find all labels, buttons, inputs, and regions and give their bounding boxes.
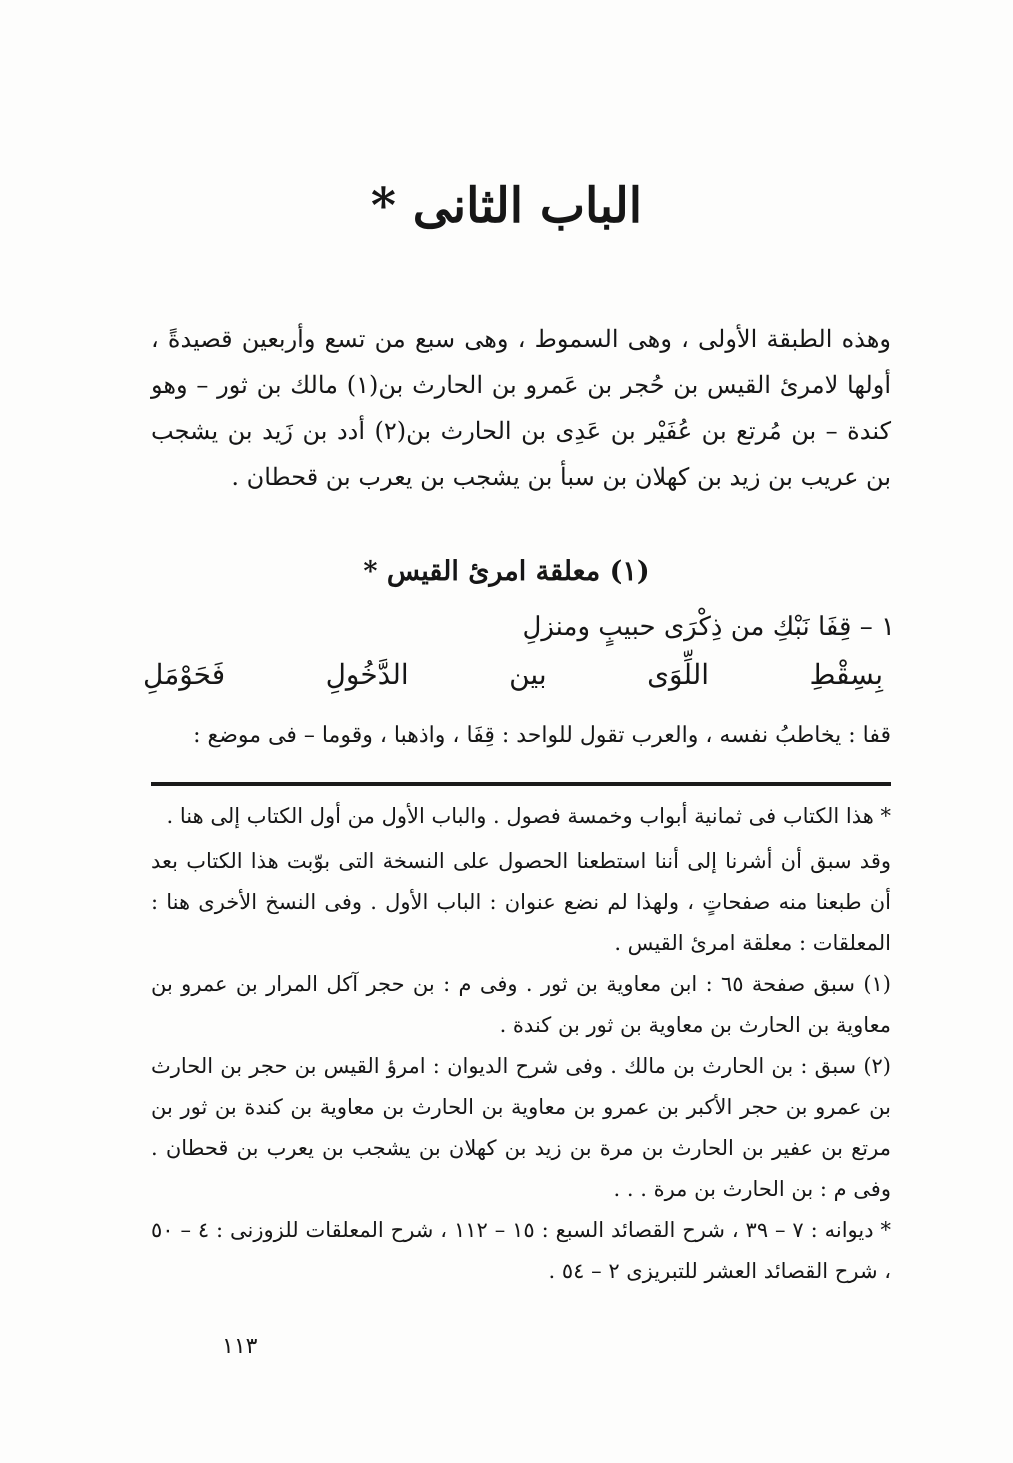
verse-second-line [143, 658, 883, 691]
verse-word: بين [509, 658, 547, 691]
chapter-title: الباب الثانى * [370, 178, 643, 234]
page-number: ١١٣ [222, 1334, 258, 1359]
verse-first-hemistich: قِفَا نَبْكِ من ذِكْرَى حبيبٍ ومنزلِ [522, 612, 852, 642]
verse-word: اللِّوَى [647, 658, 710, 691]
intro-section [151, 316, 891, 500]
verse-word: بِسِقْطِ [809, 658, 883, 691]
footnotes-section [151, 796, 891, 1292]
footnote: * هذا الكتاب فى ثمانية أبواب وخمسة فصول . والباب الأول من أول الكتاب إلى هنا . [166, 804, 891, 828]
footnote-divider [151, 782, 891, 786]
footnote: (١) سبق صفحة ٦٥ : ابن معاوية بن ثور . وفى م : بن حجر آكل المرار بن عمرو بن معاوية بن الحارث بن معاوية بن ثور بن كندة . [151, 972, 891, 1037]
verse-number: ١ – [859, 612, 895, 642]
section-heading: (١) معلقة امرئ القيس * [363, 556, 650, 587]
footnote: (٢) سبق : بن الحارث بن مالك . وفى شرح الديوان : امرؤ القيس بن حجر بن الحارث بن عمرو بن حجر الأكبر بن عمرو بن معاوية بن الحارث بن معاوية بن كندة بن ثور بن مرتع بن عفير بن الحارث بن مرة بن زيد بن كهلان بن يشجب بن يعرب بن قحطان . وفى م : بن الحارث بن مرة . . . [151, 1054, 891, 1201]
intro-paragraph: وهذه الطبقة الأولى ، وهى السموط ، وهى سبع من تسع وأربعين قصيدةً ، أولها لامرئ القيس بن حُجر بن عَمرو بن الحارث بن(١) مالك بن ثور – وهو كندة – بن مُرتع بن عُفَيْر بن عَدِى بن الحارث بن(٢) أدد بن زَيد بن يشجب بن عريب بن زيد بن كهلان بن سبأ بن يشجب بن يعرب بن قحطان . [151, 325, 892, 491]
verse-word: الدَّخُولِ [325, 658, 409, 691]
footnote: * ديوانه : ٧ – ٣٩ ، شرح القصائد السبع : ١٥ – ١١٢ ، شرح المعلقات للزوزنى : ٤ – ٥٠ ، شرح القصائد العشر للتبريزى ٢ – ٥٤ . [151, 1218, 891, 1283]
verse-word: فَحَوْمَلِ [143, 658, 226, 691]
verse-first-line [145, 612, 895, 642]
commentary: قفا : يخاطبُ نفسه ، والعرب تقول للواحد : قِفَا ، واذهبا ، وقوما – فى موضع : [193, 723, 891, 748]
footnote: وقد سبق أن أشرنا إلى أننا استطعنا الحصول على النسخة التى بوّبت هذا الكتاب بعد أن طبعنا منه صفحاتٍ ، ولهذا لم نضع عنوان : الباب الأول . وفى النسخ الأخرى هنا : المعلقات : معلقة امرئ القيس . [151, 849, 891, 955]
